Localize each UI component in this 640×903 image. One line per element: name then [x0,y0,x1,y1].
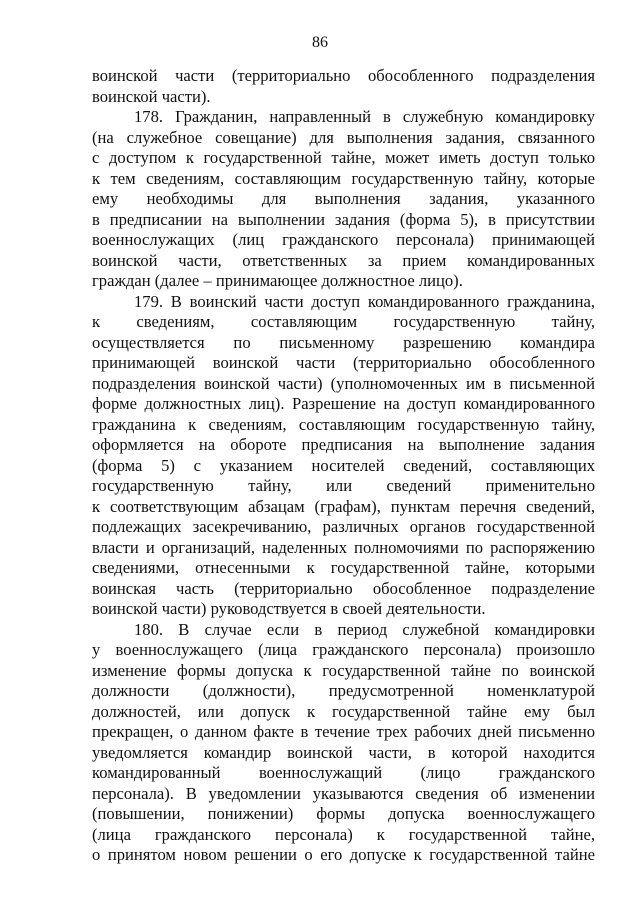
text-line: о принятом новом решении о его допуске к государственной тайне [92,845,595,864]
text-line: военнослужащих (лиц гражданского персонала) принимающей [92,230,595,249]
text-line: с доступом к государственной тайне, может иметь доступ только [92,148,595,167]
text-line: к соответствующим абзацам (графам), пунктам перечня сведений, [92,496,595,516]
text-line: оформляется на обороте предписания на выполнение задания [92,435,595,454]
text-line: гражданина к сведениям, составляющим государственную тайну, [92,414,595,434]
text-line: (на служебное совещание) для выполнения задания, связанного [92,127,595,147]
text-line: ему необходимы для выполнения задания, указанного [92,189,595,208]
text-line: к тем сведениям, составляющим государственную тайну, которые [92,168,595,188]
text-line: персонала). В уведомлении указываются сведения об изменении [92,783,595,803]
text-line: в предписании на выполнении задания (форма 5), в присутствии [92,209,595,229]
text-line: воинской части, ответственных за прием командированных [92,250,595,270]
text-line: осуществляется по письменному разрешению командира [92,332,595,352]
text-line: сведениями, отнесенными к государственной тайне, которыми [92,558,595,577]
text-line: командированный военнослужащий (лицо гражданского [92,763,595,782]
text-line: граждан (далее – принимающее должностное лицо). [92,271,463,290]
text-line: воинской части) руководствуется в своей деятельности. [92,599,486,618]
text-line: должности (должности), предусмотренной номенклатурой [92,681,595,700]
text-line: подлежащих засекречиванию, различных органов государственной [92,517,595,536]
text-line: уведомляется командир воинской части, в которой находится [92,742,595,762]
paragraph-first-line: 179. В воинский части доступ командированного гражданина, [134,291,595,311]
text-line: должностей, или допуск к государственной тайне ему был [92,701,595,721]
text-line: (лица гражданского персонала) к государственной тайне, [92,824,595,844]
text-line: воинской части (территориально обособленного подразделения [92,66,595,85]
paragraph-first-line: 178. Гражданин, направленный в служебную командировку [134,107,595,126]
text-line: воинской части). [92,86,211,106]
text-line: изменение формы допуска к государственной тайне по воинской [92,660,595,680]
text-line: власти и организаций, наделенных полномочиями по распоряжению [92,537,595,557]
text-line: (форма 5) с указанием носителей сведений, составляющих [92,455,595,475]
document-text [92,66,595,866]
text-line: государственную тайну, или сведений применительно [92,476,595,495]
text-line: у военнослужащего (лица гражданского персонала) произошло [92,640,595,659]
text-line: форме должностных лиц). Разрешение на доступ командированного [92,394,595,413]
text-line: принимающей воинской части (территориально обособленного [92,353,595,372]
text-line: подразделения воинской части) (уполномоченных им в письменной [92,373,595,393]
text-line: воинская часть (территориально обособленное подразделение [92,578,595,598]
text-line: (повышении, понижении) формы допуска военнослужащего [92,804,595,823]
text-line: к сведениям, составляющим государственную тайну, [92,312,595,331]
page-number: 86 [312,34,328,51]
paragraph-first-line: 180. В случае если в период служебной командировки [134,619,595,639]
text-line: прекращен, о данном факте в течение трех рабочих дней письменно [92,722,595,741]
